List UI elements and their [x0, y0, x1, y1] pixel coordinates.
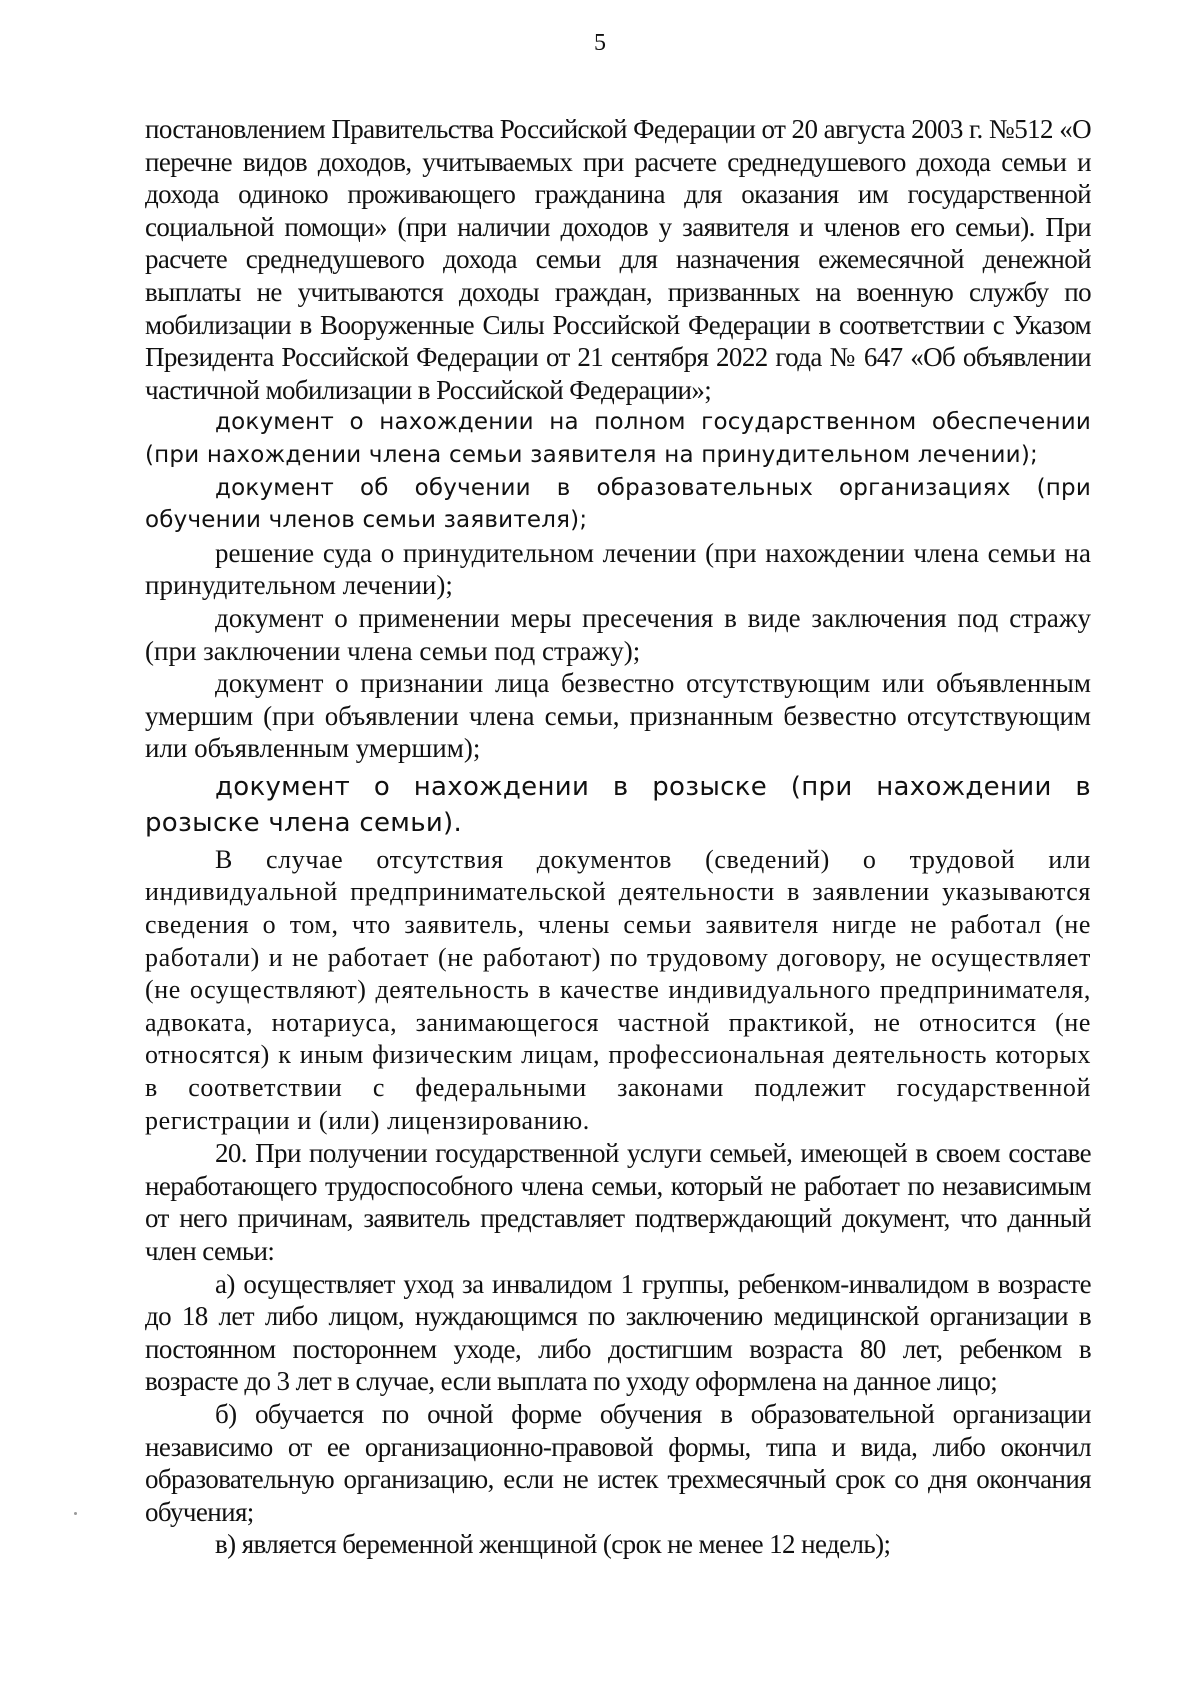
paragraph-missing-person-document: документ о признании лица безвестно отсутствующим или объявленным умершим (при объявлении члена семьи, признанным безвестно отсутствующим или объявленным умершим); [145, 668, 1091, 764]
scan-artifact [74, 1512, 77, 1515]
paragraph-subitem-a: а) осуществляет уход за инвалидом 1 группы, ребенком-инвалидом в возрасте до 18 лет либо лицом, нуждающимся по заключению медицинской организации в постоянном постороннем уходе, либо достигшим возраста 80 лет, ребенком в возрасте до 3 лет в случае, если выплата по уходу оформлена на данное лицо; [145, 1268, 1091, 1397]
document-body [145, 113, 1091, 1561]
page-number: 5 [594, 30, 606, 56]
paragraph-state-support-document: документ о нахождении на полном государственном обеспечении (при нахождении члена семьи заявителя на принудительном лечении); [145, 409, 1091, 468]
paragraph-education-document: документ об обучении в образовательных организациях (при обучении членов семьи заявителя); [145, 474, 1091, 534]
paragraph-subitem-b: б) обучается по очной форме обучения в образовательной организации независимо от ее организационно-правовой формы, типа и вида, либо окончил образовательную организацию, если не истек трехмесячный срок со дня окончания обучения; [145, 1398, 1091, 1527]
paragraph-subitem-v: в) является беременной женщиной (срок не менее 12 недель); [215, 1529, 891, 1560]
paragraph-court-decision: решение суда о принудительном лечении (при нахождении члена семьи на принудительном лечении); [145, 537, 1091, 601]
paragraph-custody-document: документ о применении меры пресечения в виде заключения под стражу (при заключении члена семьи под стражу); [145, 602, 1091, 666]
paragraph-item-20: 20. При получении государственной услуги семьей, имеющей в своем составе неработающего трудоспособного члена семьи, который не работает по независимым от него причинам, заявитель представляет подтверждающий документ, что данный член семьи: [145, 1138, 1091, 1266]
paragraph-resolution-reference: постановлением Правительства Российской Федерации от 20 августа 2003 г. №512 «О перечне видов доходов, учитываемых при расчете среднедушевого дохода семьи и дохода одиноко проживающего гражданина для оказания им государственной социальной помощи» (при наличии доходов у заявителя и членов его семьи). При расчете среднедушевого дохода семьи для назначения ежемесячной денежной выплаты не учитываются доходы граждан, призванных на военную службу по мобилизации в Вооруженные Силы Российской Федерации в соответствии с Указом Президента Российской Федерации от 21 сентября 2022 года № 647 «Об объявлении частичной мобилизации в Российской Федерации»; [145, 114, 1091, 405]
paragraph-wanted-document: документ о нахождении в розыске (при нахождении в розыске члена семьи). [145, 771, 1091, 838]
paragraph-no-employment-info: В случае отсутствия документов (сведений) о трудовой или индивидуальной предпринимательской деятельности в заявлении указываются сведения о том, что заявитель, члены семьи заявителя нигде не работал (не работали) и не работает (не работают) по трудовому договору, не осуществляет (не осуществляют) деятельность в качестве индивидуального предпринимателя, адвоката, нотариуса, занимающегося частной практикой, не относится (не относятся) к иным физическим лицам, профессиональная деятельность которых в соответствии с федеральными законами подлежит государственной регистрации и (или) лицензированию. [145, 844, 1091, 1135]
